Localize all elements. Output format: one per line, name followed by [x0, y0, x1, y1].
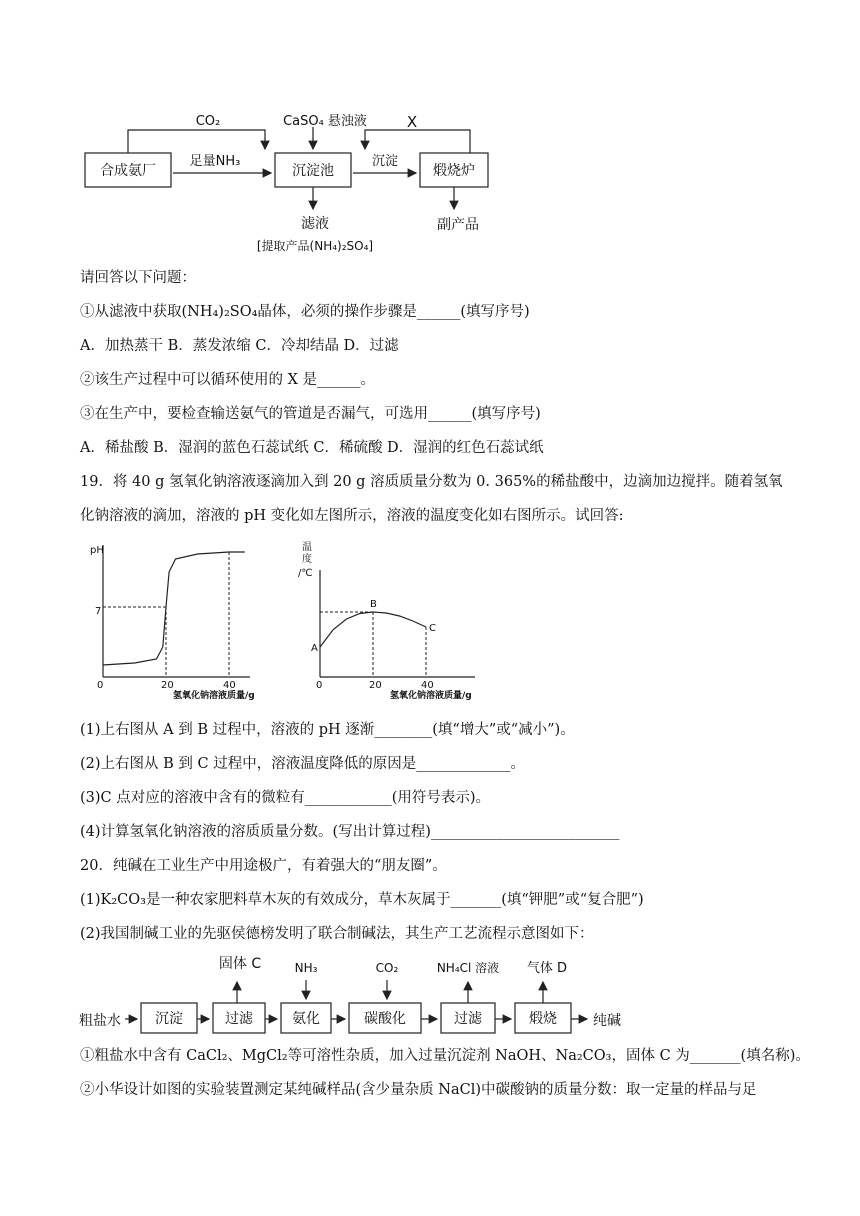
- ph-tick-0: 0: [97, 680, 104, 691]
- input-crude-brine: 粗盐水: [79, 1013, 121, 1029]
- output-soda-ash: 纯碱: [593, 1013, 621, 1029]
- filtrate-label: 滤液: [301, 216, 329, 232]
- solid-c-label: 固体 C: [218, 956, 262, 972]
- soda-ash-process-diagram: [75, 952, 655, 1042]
- x-label: X: [406, 113, 418, 131]
- extract-product-label: [提取产品(NH₄)₂SO₄]: [256, 239, 374, 253]
- q20-sub2: ②小华设计如图的实验装置测定某纯碱样品(含少量杂质 NaCl)中碳酸钠的质量分数：取一定量的样品与足: [80, 1082, 757, 1098]
- byproduct-label: 副产品: [437, 217, 479, 233]
- temperature-chart: [290, 535, 490, 700]
- temp-tick-40: 40: [421, 680, 434, 691]
- nh3-label: NH₃: [294, 961, 318, 975]
- temp-y-label-1: 温: [302, 542, 312, 553]
- temperature-point-a: A: [311, 643, 318, 654]
- box-ammoniation-label: 氨化: [292, 1011, 320, 1027]
- co2-label-2: CO₂: [375, 961, 399, 975]
- q19-part4: (4)计算氢氧化钠溶液的溶质质量分数。(写出计算过程)__________________________: [80, 824, 620, 840]
- plant-label: 合成氨厂: [100, 163, 156, 179]
- co2-arrow: [128, 130, 265, 153]
- temp-tick-20: 20: [369, 680, 382, 691]
- box-precipitation-label: 沉淀: [155, 1011, 183, 1027]
- temp-x-label: 氢氧化钠溶液质量/g: [390, 691, 472, 700]
- q20-sub1: ①粗盐水中含有 CaCl₂、MgCl₂等可溶性杂质，加入过量沉淀剂 NaOH、Na₂CO₃，固体 C 为_______(填名称)。: [80, 1048, 810, 1064]
- q20-part2: (2)我国制碱工业的先驱侯德榜发明了联合制碱法，其生产工艺流程示意图如下：: [80, 926, 594, 942]
- q19-part1: (1)上右图从 A 到 B 过程中，溶液的 pH 逐渐________(填“增大”或“减小”)。: [80, 722, 575, 738]
- ph-curve: [103, 552, 245, 665]
- q18-sub1-options: A．加热蒸干 B．蒸发浓缩 C．冷却结晶 D．过滤: [80, 338, 399, 354]
- precipitate-label: 沉淀: [371, 154, 399, 169]
- q19-line1: 19．将 40 g 氢氧化钠溶液逐滴加入到 20 g 溶质质量分数为 0. 365%的稀盐酸中，边滴加边搅拌。随着氢氧: [80, 474, 783, 490]
- box-filtration-1-label: 过滤: [225, 1011, 253, 1027]
- caso4-label: CaSO₄ 悬浊液: [283, 114, 367, 129]
- q18-sub1: ①从滤液中获取(NH₄)₂SO₄晶体，必须的操作步骤是______(填写序号): [80, 304, 530, 320]
- box-filtration-2-label: 过滤: [454, 1011, 482, 1027]
- ph-tick-7: 7: [95, 606, 102, 617]
- ph-x-label: 氢氧化钠溶液质量/g: [173, 691, 255, 700]
- furnace-label: 煅烧炉: [433, 163, 475, 179]
- ph-tick-20: 20: [161, 680, 174, 691]
- q19-part2: (2)上右图从 B 到 C 过程中，溶液温度降低的原因是_____________。: [80, 756, 525, 772]
- q19-line2: 化钠溶液的滴加，溶液的 pH 变化如左图所示，溶液的温度变化如右图所示。试回答:: [80, 508, 624, 524]
- box-carbonation-label: 碳酸化: [364, 1011, 406, 1027]
- ph-y-label: pH: [90, 545, 104, 556]
- nh3-label: 足量NH₃: [189, 154, 241, 169]
- co2-label: CO₂: [195, 114, 221, 129]
- temperature-point-b: B: [370, 599, 377, 610]
- temperature-guides: [320, 612, 426, 677]
- temp-y-label-2: 度: [302, 554, 312, 565]
- q18-sub3: ③在生产中，要检查输送氨气的管道是否漏气，可选用______(填写序号): [80, 406, 541, 422]
- temperature-point-c: C: [429, 623, 436, 634]
- process-flow-diagram-ammonium-sulfate: [75, 105, 505, 260]
- ph-tick-40: 40: [223, 680, 236, 691]
- x-return-arrow: [365, 130, 470, 153]
- q20-line1: 20．纯碱在工业生产中用途极广，有着强大的“朋友圈”。: [80, 858, 447, 874]
- q18-sub3-options: A．稀盐酸 B．湿润的蓝色石蕊试纸 C．稀硫酸 D．湿润的红色石蕊试纸: [80, 440, 544, 456]
- box-calcination-label: 煅烧: [529, 1011, 557, 1027]
- q18-sub2: ②该生产过程中可以循环使用的 X 是______。: [80, 372, 376, 388]
- ph-guide-7: [103, 607, 166, 677]
- temp-y-label-3: /℃: [298, 568, 313, 579]
- ph-chart: [85, 535, 265, 700]
- temp-tick-0: 0: [316, 680, 323, 691]
- pool-label: 沉淀池: [292, 163, 334, 179]
- q19-part3: (3)C 点对应的溶液中含有的微粒有____________(用符号表示)。: [80, 790, 491, 806]
- nh4cl-label: NH₄Cl 溶液: [436, 961, 500, 975]
- q20-part1: (1)K₂CO₃是一种农家肥料草木灰的有效成分，草木灰属于_______(填“钾肥”或“复合肥”): [80, 892, 644, 908]
- gas-d-label: 气体 D: [526, 961, 568, 976]
- q18-intro: 请回答以下问题：: [80, 270, 196, 286]
